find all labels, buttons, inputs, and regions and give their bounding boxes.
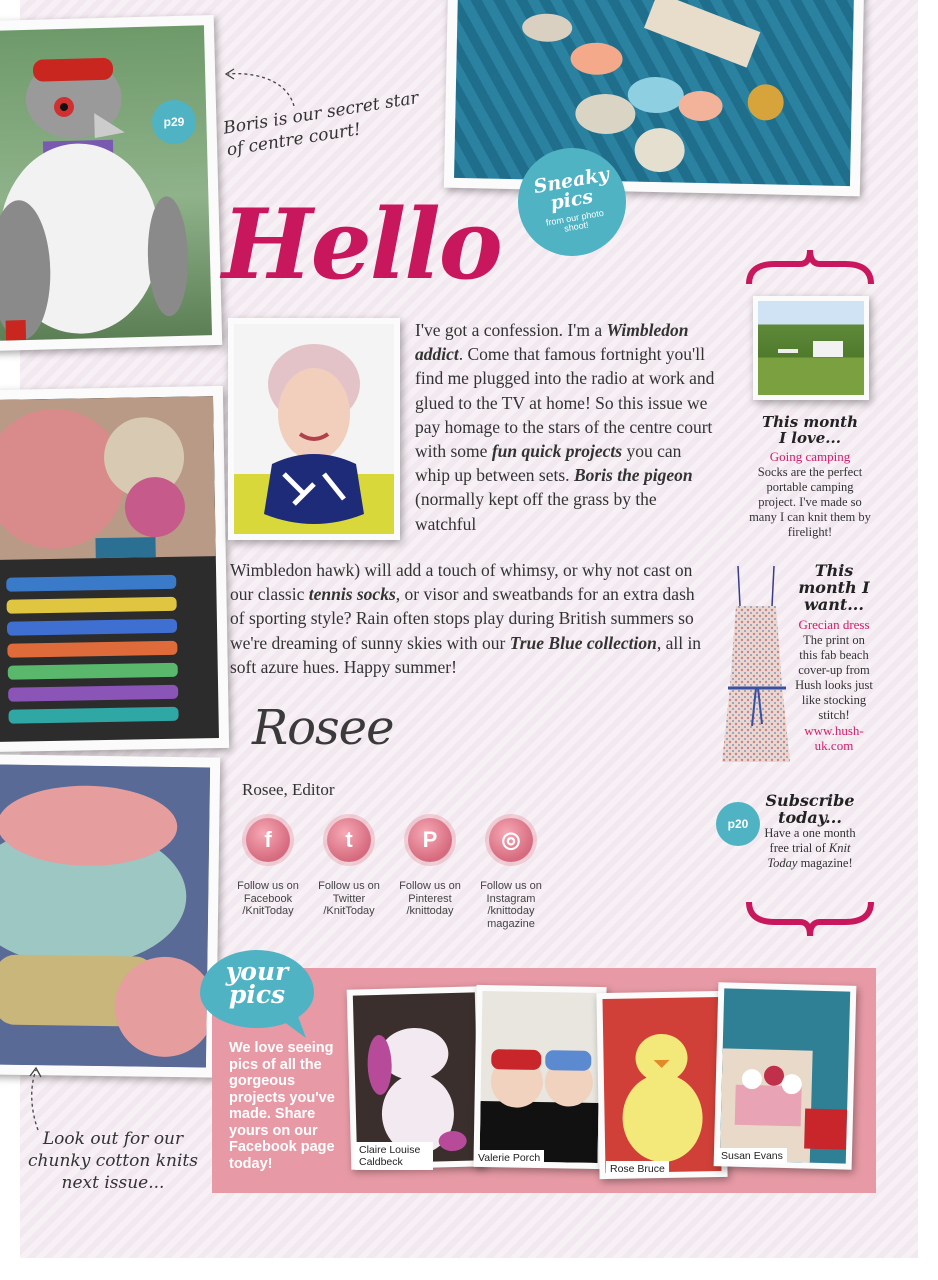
editorial-text: I've got a confession. I'm a	[415, 320, 603, 340]
social-label: Follow us on Twitter /KnitToday	[318, 880, 380, 917]
sneaky-pics-title: Sneaky pics	[531, 163, 611, 215]
editor-signoff: Rosee, Editor	[242, 780, 335, 799]
reader-caption: Valerie Porch	[474, 1150, 544, 1166]
love-text: Socks are the perfect portable camping project. I've made so many I can knit them by firelight!	[749, 465, 871, 539]
caption-chunky-knits: Look out for our chunky cotton knits next issue...	[28, 1129, 198, 1193]
sneaky-pics-sub: from our photo shoot!	[545, 207, 605, 234]
chunky-knits-photo	[0, 754, 220, 1077]
editorial-emphasis: tennis socks	[308, 584, 396, 605]
editorial-text: Wimbledon hawk) will add a touch of whimsy, or why not cast on our classic	[230, 560, 693, 605]
sidebar-want	[794, 562, 874, 753]
arrow-icon	[222, 66, 302, 110]
instagram-icon: ◎	[489, 818, 533, 862]
subscribe-text-part: Have a one month free trial of	[764, 826, 856, 855]
social-label: Follow us on Facebook /KnitToday	[237, 880, 299, 917]
social-instagram[interactable]	[472, 818, 550, 930]
brace-bottom-icon	[745, 900, 875, 940]
dress-photo	[716, 566, 796, 766]
subscribe-text-part: magazine!	[800, 856, 853, 870]
editor-photo	[228, 318, 400, 540]
editorial-text-bottom	[230, 558, 712, 679]
arrow-icon	[22, 1064, 52, 1134]
badge-label: p20	[727, 817, 749, 831]
twitter-icon: t	[327, 818, 371, 862]
social-pinterest[interactable]	[391, 818, 469, 918]
subscribe-magazine-name: Knit Today	[767, 841, 851, 870]
bubble-tail-icon	[276, 1016, 310, 1040]
camping-photo	[753, 296, 869, 400]
want-link[interactable]: www.hush-uk.com	[804, 723, 864, 753]
want-title: This month I want...	[798, 561, 870, 614]
page-ref-badge-p20	[716, 802, 760, 846]
signature: Rosee	[252, 700, 394, 756]
want-text: The print on this fab beach cover-up from Hush looks just like stocking stitch!	[795, 633, 873, 722]
page-title: Hello	[222, 188, 501, 301]
social-facebook[interactable]	[229, 818, 307, 918]
reader-caption: Claire Louise Caldbeck	[355, 1142, 433, 1170]
sidebar-love	[748, 414, 872, 540]
reader-photo-2	[473, 985, 606, 1169]
reader-photo-3	[596, 991, 727, 1179]
social-label: Follow us on Instagram /knittoday magazine	[480, 880, 542, 930]
subscribe-text	[758, 826, 862, 871]
reader-caption: Rose Bruce	[606, 1161, 669, 1177]
love-title: This month I love...	[761, 413, 859, 447]
boris-pigeon-photo	[0, 15, 222, 351]
editorial-text: (normally kept off the grass by the watchful	[415, 489, 657, 534]
caption-boris: Boris is our secret star of centre court!	[221, 88, 420, 161]
want-item: Grecian dress	[798, 617, 870, 632]
craft-supplies-photo	[0, 386, 229, 752]
brace-top-icon	[745, 246, 875, 286]
facebook-icon: f	[246, 818, 290, 862]
editorial-text: , all in soft azure hues. Happy summer!	[230, 632, 702, 677]
necklace-photo	[444, 0, 864, 196]
love-item: Going camping	[769, 449, 851, 464]
sidebar-subscribe[interactable]	[758, 792, 862, 871]
editorial-text: . Come that famous fortnight you'll find me plugged into the radio at work and glued to the TV at home! So this issue we pay homage to the stars of the centre court with some	[415, 344, 715, 462]
reader-caption: Susan Evans	[717, 1148, 787, 1164]
editorial-emphasis: True Blue collection	[509, 632, 657, 653]
your-pics-text: We love seeing pics of all the gorgeous projects you've made. Share yours on our Facebook page today!	[229, 1040, 335, 1172]
editorial-text: you can whip up between sets.	[415, 441, 682, 486]
editorial-text-top	[415, 318, 715, 536]
social-twitter[interactable]	[310, 818, 388, 918]
subscribe-title: Subscribe today...	[765, 791, 855, 827]
badge-label: p29	[163, 115, 185, 129]
editorial-emphasis: fun quick projects	[491, 441, 623, 462]
social-label: Follow us on Pinterest /knittoday	[399, 880, 461, 917]
reader-photo-4	[714, 982, 857, 1170]
page-ref-badge-p29	[152, 100, 196, 144]
editorial-emphasis: Wimbledon addict	[415, 320, 689, 365]
editorial-text: , or visor and sweatbands for an extra dash of sporting style? Rain often stops play during British summers so we're dreaming of sunny skies with our	[230, 584, 695, 653]
pinterest-icon: P	[408, 818, 452, 862]
editorial-emphasis: Boris the pigeon	[573, 465, 693, 486]
your-pics-title: your pics	[225, 957, 289, 1009]
